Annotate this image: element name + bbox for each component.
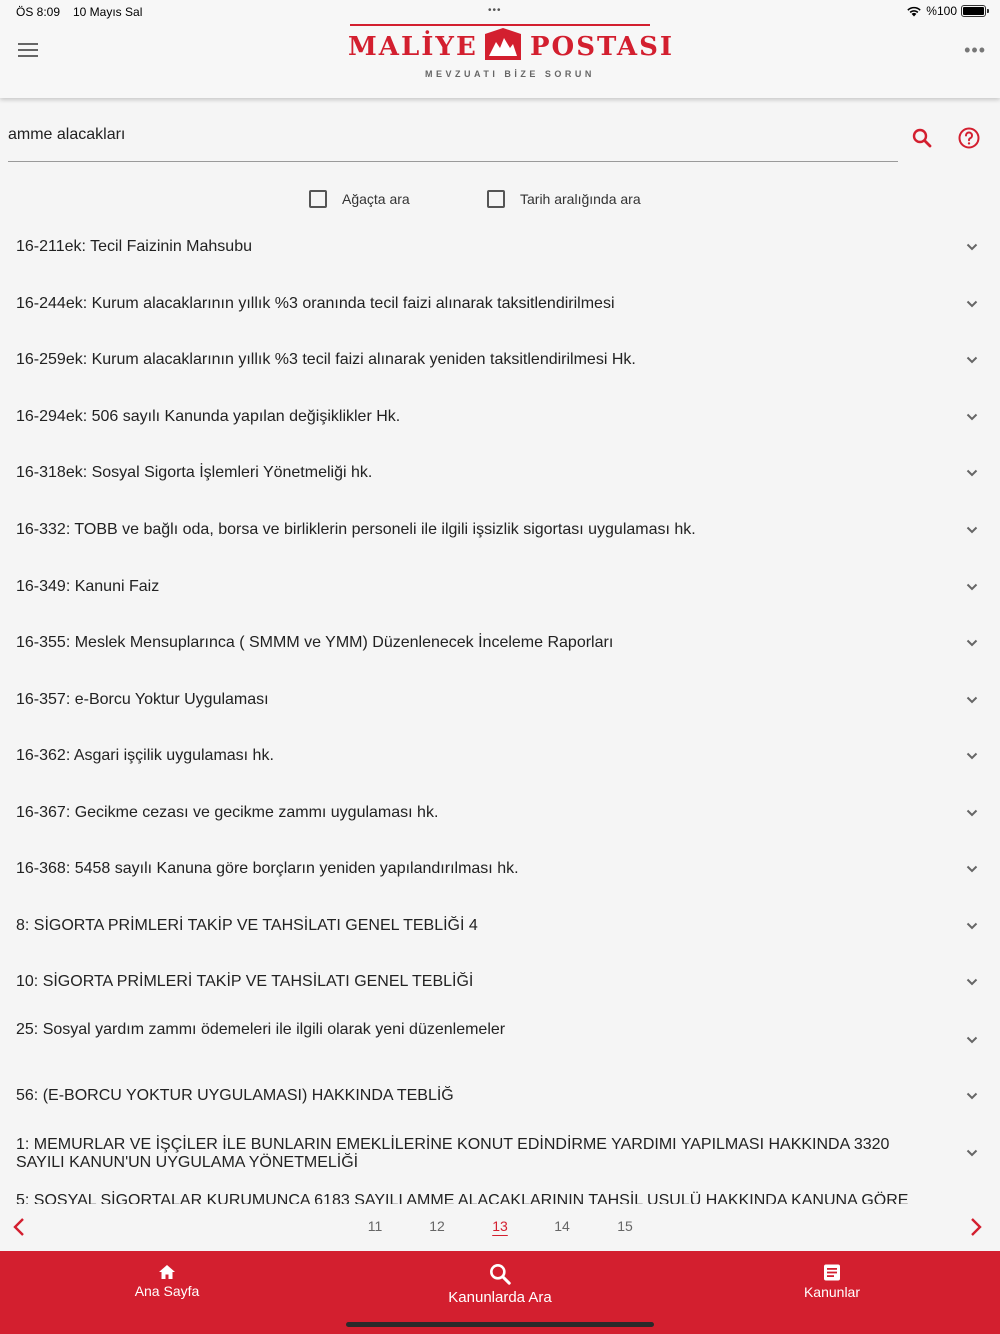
result-item[interactable] — [0, 1011, 1000, 1075]
tree-search-label: Ağaçta ara — [342, 191, 410, 207]
maliye-postasi-logo — [340, 24, 675, 84]
nav-search-label: Kanunlarda Ara — [448, 1289, 552, 1306]
chevron-down-icon[interactable] — [964, 239, 980, 255]
logo-text-left: MALİYE — [348, 32, 478, 62]
page-12[interactable]: 12 — [429, 1218, 445, 1234]
more-options-icon[interactable]: ••• — [964, 40, 986, 60]
result-item[interactable] — [0, 559, 1000, 615]
nav-search[interactable] — [420, 1251, 580, 1311]
chevron-down-icon[interactable] — [964, 974, 980, 990]
result-title: 16-362: Asgari işçilik uygulaması hk. — [16, 747, 274, 764]
search-field[interactable] — [8, 110, 898, 162]
hamburger-menu-icon[interactable] — [18, 43, 38, 59]
chevron-down-icon[interactable] — [964, 352, 980, 368]
result-item[interactable] — [0, 954, 1000, 1010]
status-date: 10 Mayıs Sal — [73, 5, 143, 19]
nav-home[interactable] — [107, 1251, 227, 1311]
tree-search-checkbox[interactable] — [309, 190, 327, 208]
chevron-down-icon[interactable] — [964, 805, 980, 821]
chevron-down-icon[interactable] — [964, 861, 980, 877]
status-bar — [0, 0, 1000, 22]
chevron-down-icon[interactable] — [964, 635, 980, 651]
tree-search-toggle[interactable] — [309, 190, 410, 208]
document-icon — [823, 1264, 841, 1281]
result-item[interactable] — [0, 389, 1000, 445]
bottom-navigation — [0, 1251, 1000, 1334]
chevron-down-icon[interactable] — [964, 1145, 980, 1161]
pagination — [0, 1208, 1000, 1248]
chevron-down-icon[interactable] — [964, 918, 980, 934]
search-filters — [0, 186, 1000, 212]
result-item[interactable] — [0, 898, 1000, 954]
result-title: 8: SİGORTA PRİMLERİ TAKİP VE TAHSİLATI GENEL TEBLİĞİ 4 — [16, 917, 478, 934]
nav-laws[interactable] — [772, 1251, 892, 1311]
result-item[interactable] — [0, 615, 1000, 671]
result-title: 16-368: 5458 sayılı Kanuna göre borçların yeniden yapılandırılması hk. — [16, 860, 519, 877]
chevron-down-icon[interactable] — [964, 296, 980, 312]
date-range-toggle[interactable] — [487, 190, 641, 208]
chevron-down-icon[interactable] — [964, 1032, 980, 1048]
chevron-down-icon[interactable] — [964, 579, 980, 595]
result-item[interactable] — [0, 1189, 1000, 1204]
results-list — [0, 219, 1000, 1204]
result-title: 16-349: Kanuni Faiz — [16, 578, 160, 595]
result-title: 10: SİGORTA PRİMLERİ TAKİP VE TAHSİLATI GENEL TEBLİĞİ — [16, 973, 474, 990]
result-title: 16-355: Meslek Mensuplarınca ( SMMM ve YMM) Düzenlenecek İnceleme Raporları — [16, 634, 614, 651]
result-item[interactable] — [0, 1133, 1000, 1189]
home-icon — [158, 1264, 176, 1280]
logo-tagline: MEVZUATI BİZE SORUN — [425, 69, 595, 79]
result-title: 16-211ek: Tecil Faizinin Mahsubu — [16, 238, 252, 255]
result-title: 1: MEMURLAR VE İŞÇİLER İLE BUNLARIN EMEKLİLERİNE KONUT EDİNDİRME YARDIMI YAPILMASI HAKKINDA 3320 SAYILI KANUN'UN UYGULAMA YÖNETMELİĞİ — [16, 1136, 890, 1171]
result-title: 16-332: TOBB ve bağlı oda, borsa ve birliklerin personeli ile ilgili işsizlik sigortası uygulaması hk. — [16, 521, 696, 538]
battery-icon — [961, 5, 986, 17]
chevron-down-icon[interactable] — [964, 748, 980, 764]
date-range-label: Tarih aralığında ara — [520, 191, 641, 207]
result-title: 56: (E-BORCU YOKTUR UYGULAMASI) HAKKINDA TEBLİĞ — [16, 1087, 454, 1104]
result-item[interactable] — [0, 1077, 1000, 1133]
nav-home-label: Ana Sayfa — [134, 1283, 200, 1299]
result-title: 16-244ek: Kurum alacaklarının yıllık %3 oranında tecil faizi alınarak taksitlendirilmesi — [16, 295, 615, 312]
next-page-icon[interactable] — [966, 1216, 986, 1238]
search-icon — [487, 1261, 513, 1287]
chevron-down-icon[interactable] — [964, 465, 980, 481]
search-icon[interactable] — [910, 126, 934, 150]
chevron-down-icon[interactable] — [964, 1088, 980, 1104]
battery-percent: %100 — [926, 4, 957, 18]
result-item[interactable] — [0, 728, 1000, 784]
result-item[interactable] — [0, 332, 1000, 388]
result-item[interactable] — [0, 841, 1000, 897]
result-title: 16-318ek: Sosyal Sigorta İşlemleri Yönetmeliği hk. — [16, 464, 373, 481]
result-title: 16-367: Gecikme cezası ve gecikme zammı uygulaması hk. — [16, 804, 439, 821]
chevron-down-icon[interactable] — [964, 692, 980, 708]
search-input[interactable] — [8, 126, 888, 144]
result-item[interactable] — [0, 276, 1000, 332]
chevron-down-icon[interactable] — [964, 522, 980, 538]
page-11[interactable]: 11 — [367, 1218, 383, 1234]
result-title: 16-357: e-Borcu Yoktur Uygulaması — [16, 691, 269, 708]
status-time: ÖS 8:09 — [16, 5, 61, 19]
nav-laws-label: Kanunlar — [803, 1284, 861, 1300]
result-item[interactable] — [0, 785, 1000, 841]
result-item[interactable] — [0, 445, 1000, 501]
result-item[interactable] — [0, 219, 1000, 275]
page-15[interactable]: 15 — [617, 1218, 633, 1234]
status-indicators — [906, 4, 986, 18]
result-title: 16-259ek: Kurum alacaklarının yıllık %3 tecil faizi alınarak yeniden taksitlendirilmesi Hk. — [16, 351, 636, 368]
result-title: 25: Sosyal yardım zammı ödemeleri ile ilgili olarak yeni düzenlemeler — [16, 1021, 506, 1038]
app-header — [0, 0, 1000, 98]
chevron-down-icon[interactable] — [964, 409, 980, 425]
help-icon[interactable] — [957, 126, 981, 150]
page-14[interactable]: 14 — [554, 1218, 570, 1234]
page-13-current[interactable]: 13 — [492, 1218, 508, 1234]
result-item[interactable] — [0, 502, 1000, 558]
result-item[interactable] — [0, 672, 1000, 728]
home-indicator[interactable] — [346, 1322, 654, 1327]
logo-mark-icon — [483, 28, 523, 62]
result-title: 16-294ek: 506 sayılı Kanunda yapılan değişiklikler Hk. — [16, 408, 401, 425]
previous-page-icon[interactable] — [9, 1216, 29, 1238]
multitasking-dots[interactable]: ••• — [488, 5, 502, 16]
result-title: 5: SOSYAL SİGORTALAR KURUMUNCA 6183 SAYILI AMME ALACAKLARININ TAHSİL USULÜ HAKKINDA KANUNA GÖRE — [16, 1192, 909, 1204]
wifi-icon — [906, 5, 922, 17]
date-range-checkbox[interactable] — [487, 190, 505, 208]
logo-text-right: POSTASI — [530, 32, 675, 62]
